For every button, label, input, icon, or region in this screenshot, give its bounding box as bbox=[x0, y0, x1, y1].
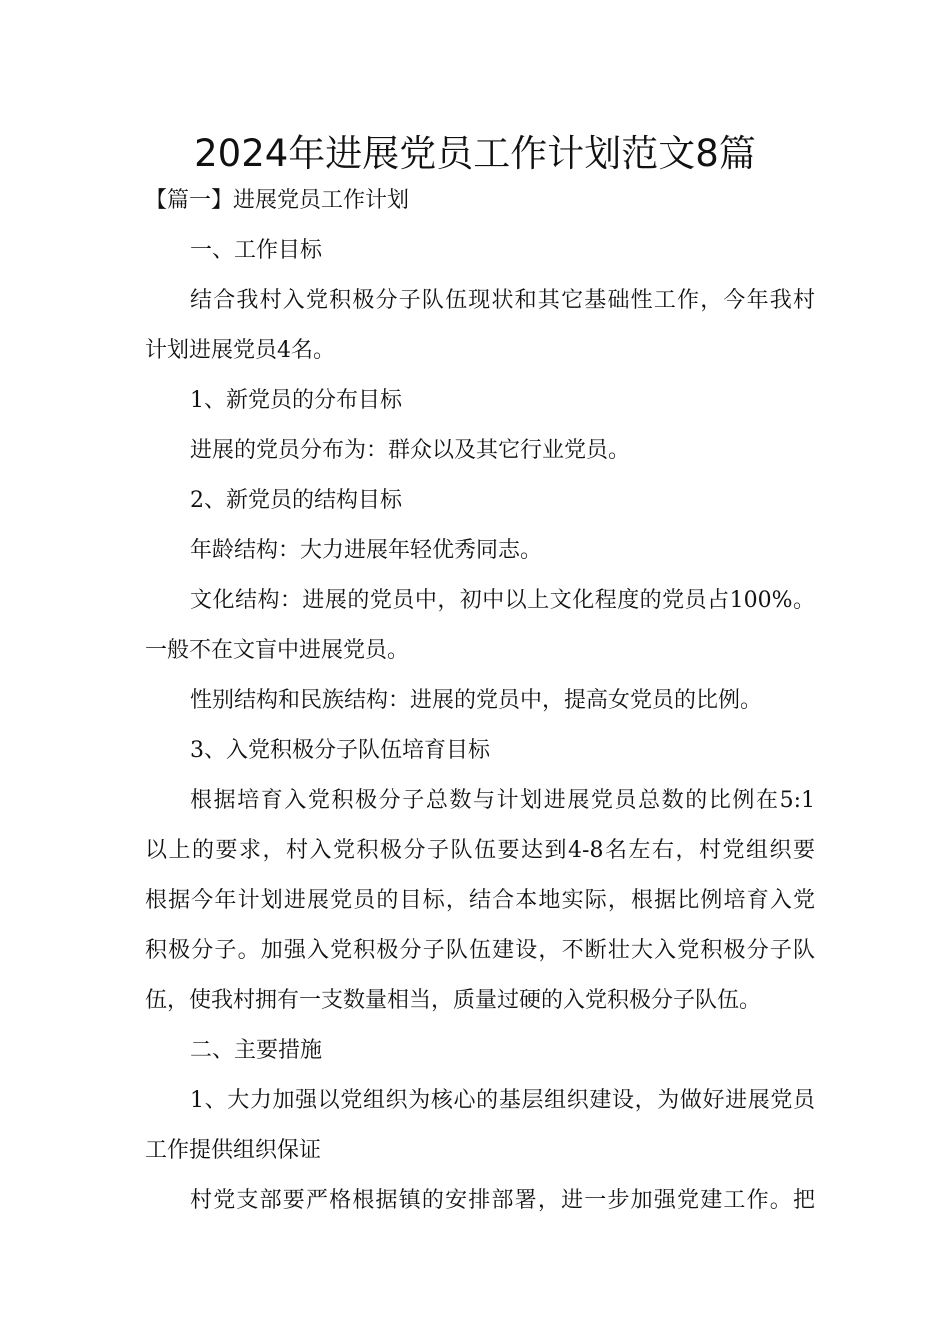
paragraph-line: 结合我村入党积极分子队伍现状和其它基础性工作，今年我村 bbox=[190, 288, 815, 313]
heading-measure-one: 1、大力加强以党组织为核心的基层组织建设，为做好进展党员 bbox=[190, 1088, 815, 1113]
heading-main-measures: 二、主要措施 bbox=[190, 1038, 323, 1063]
paragraph-line: 文化结构：进展的党员中，初中以上文化程度的党员占100%。 bbox=[190, 588, 815, 613]
heading-activist-goal: 3、入党积极分子队伍培育目标 bbox=[190, 738, 490, 763]
paragraph-line: 性别结构和民族结构：进展的党员中，提高女党员的比例。 bbox=[190, 688, 763, 713]
paragraph-line: 以上的要求，村入党积极分子队伍要达到4-8名左右，村党组织要 bbox=[145, 838, 815, 863]
paragraph-line: 伍，使我村拥有一支数量相当，质量过硬的入党积极分子队伍。 bbox=[145, 988, 762, 1013]
paragraph-line: 进展的党员分布为：群众以及其它行业党员。 bbox=[190, 438, 631, 463]
paragraph-line: 根据今年计划进展党员的目标，结合本地实际，根据比例培育入党 bbox=[145, 888, 815, 913]
paragraph-line: 一般不在文盲中进展党员。 bbox=[145, 638, 410, 663]
paragraph-line: 年龄结构：大力进展年轻优秀同志。 bbox=[190, 538, 543, 563]
paragraph-line: 计划进展党员4名。 bbox=[145, 338, 335, 363]
heading-distribution-goal: 1、新党员的分布目标 bbox=[190, 388, 402, 413]
section-heading-part-one: 【篇一】进展党员工作计划 bbox=[145, 188, 410, 213]
heading-structure-goal: 2、新党员的结构目标 bbox=[190, 488, 402, 513]
paragraph-line: 积极分子。加强入党积极分子队伍建设，不断壮大入党积极分子队 bbox=[145, 938, 815, 963]
paragraph-line: 工作提供组织保证 bbox=[145, 1138, 322, 1163]
paragraph-line: 根据培育入党积极分子总数与计划进展党员总数的比例在5:1 bbox=[190, 788, 815, 813]
heading-work-goals: 一、工作目标 bbox=[190, 238, 323, 263]
document-title: 2024年进展党员工作计划范文8篇 bbox=[194, 132, 756, 175]
paragraph-line: 村党支部要严格根据镇的安排部署，进一步加强党建工作。把 bbox=[190, 1188, 815, 1213]
